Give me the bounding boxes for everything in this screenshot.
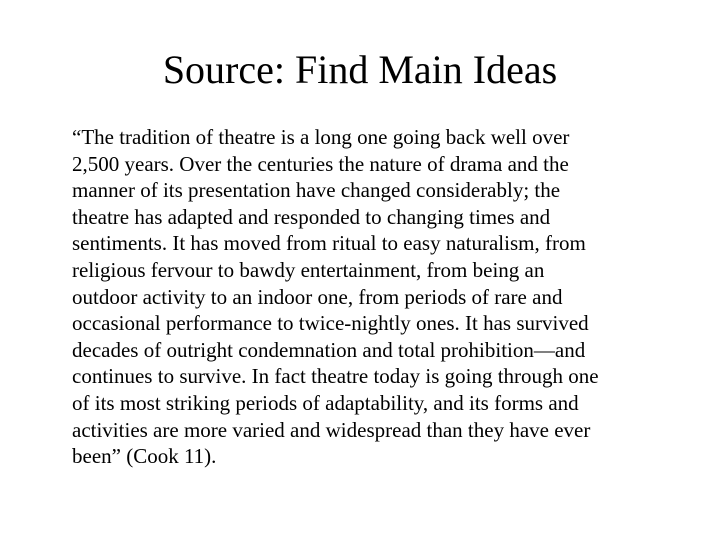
quote-line: manner of its presentation have changed considerably; the xyxy=(72,178,561,203)
quote-line: activities are more varied and widespread than they have ever xyxy=(72,417,591,442)
quote-line: religious fervour to bawdy entertainment, from being an xyxy=(72,257,545,282)
quote-line: of its most striking periods of adaptability, and its forms and xyxy=(72,390,579,415)
quote-line: been” (Cook 11). xyxy=(72,444,217,469)
quote-line: 2,500 years. Over the centuries the nature of drama and the xyxy=(72,151,569,176)
quote-line: decades of outright condemnation and total prohibition—and xyxy=(72,337,586,362)
quote-line: continues to survive. In fact theatre today is going through one xyxy=(72,364,599,389)
quote-line: “The tradition of theatre is a long one going back well over xyxy=(72,125,570,149)
quote-line: occasional performance to twice-nightly ones. It has survived xyxy=(72,311,589,336)
slide-title: Source: Find Main Ideas xyxy=(162,47,558,92)
quote-paragraph xyxy=(72,124,676,470)
quote-line: theatre has adapted and responded to changing times and xyxy=(72,204,551,229)
quote-line: sentiments. It has moved from ritual to easy naturalism, from xyxy=(72,231,586,256)
quote-line: outdoor activity to an indoor one, from periods of rare and xyxy=(72,284,563,309)
